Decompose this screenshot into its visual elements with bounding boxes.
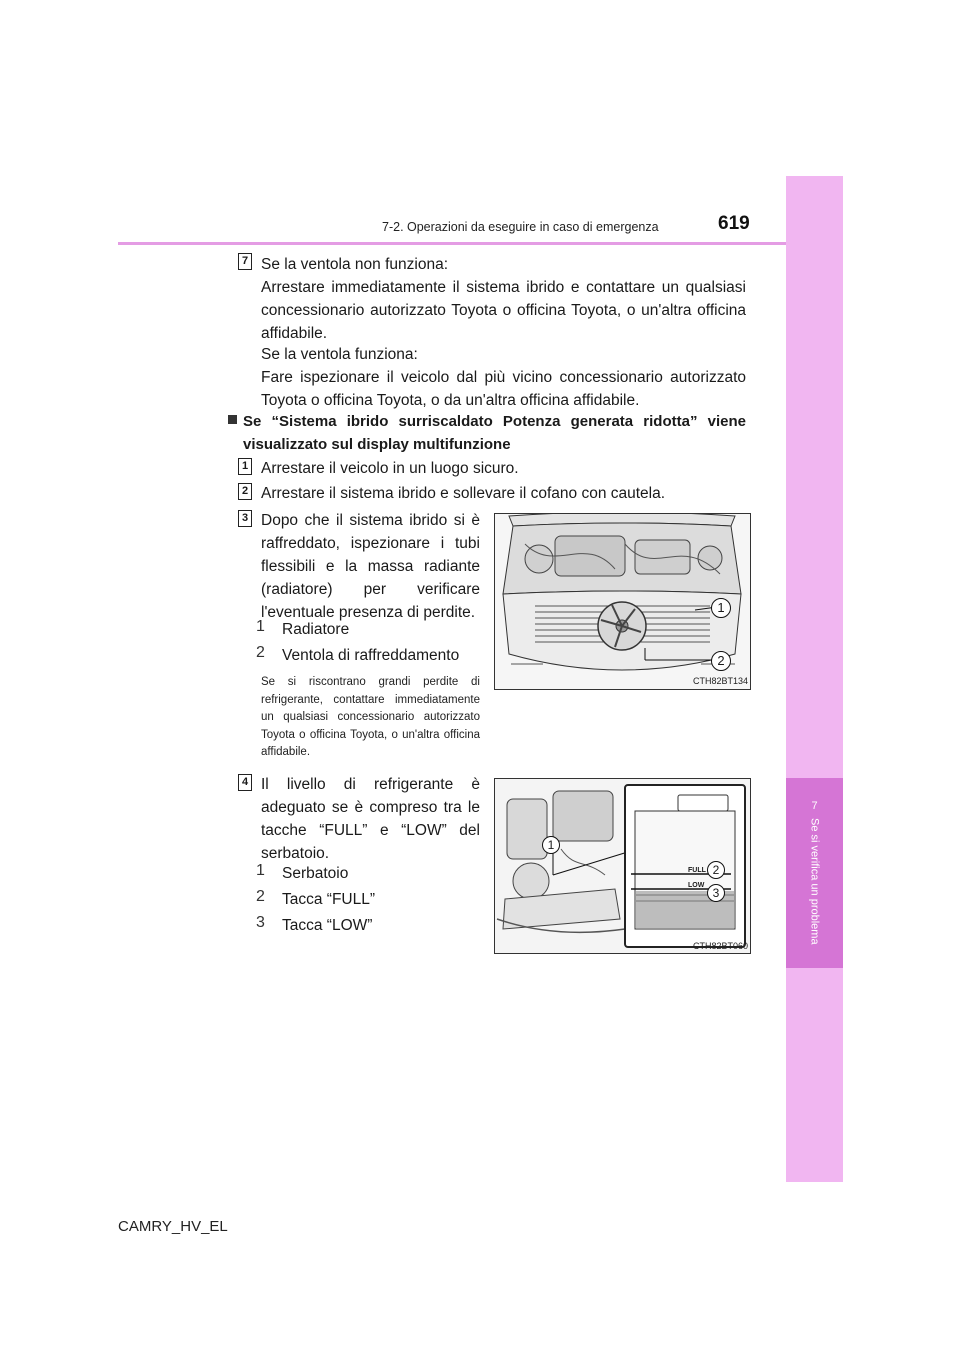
step3-text: Dopo che il sistema ibrido si è raffreddato, ispezionare i tubi flessibili e la massa radiante (radiatore) per verificare l'eventuale presenza di perdite. bbox=[261, 512, 480, 621]
figure-caption: CTH82BT060 bbox=[693, 941, 749, 951]
item-number: 1 bbox=[256, 618, 265, 635]
item-number: 1 bbox=[256, 862, 265, 879]
step7-case2-text: Fare ispezionare il veicolo dal più vicino concessionario autorizzato Toyota o officina Toyota, o da un'altra officina affidabile. bbox=[261, 369, 746, 409]
item-label: Ventola di raffreddamento bbox=[282, 647, 460, 664]
callout-1: 1 bbox=[711, 598, 731, 618]
item-label: Tacca “FULL” bbox=[282, 891, 376, 908]
step-number-box: 4 bbox=[238, 774, 252, 791]
step3-note: Se si riscontrano grandi perdite di refrigerante, contattare immediatamente un qualsiasi concessionario autorizzato Toyota o officina Toyota, o un'altra officina affidabile. bbox=[261, 676, 480, 758]
callout-2: 2 bbox=[707, 861, 725, 879]
step7-case1-label: Se la ventola non funziona: bbox=[261, 256, 448, 273]
full-mark-label: FULL bbox=[688, 867, 706, 874]
item-label: Radiatore bbox=[282, 621, 350, 638]
step1-text: Arrestare il veicolo in un luogo sicuro. bbox=[261, 460, 519, 477]
step-number-box: 3 bbox=[238, 510, 252, 527]
low-mark-label: LOW bbox=[688, 882, 705, 889]
callout-1: 1 bbox=[542, 836, 560, 854]
item-label: Serbatoio bbox=[282, 865, 349, 882]
section-heading: Se “Sistema ibrido surriscaldato Potenza generata ridotta” viene visualizzato sul display multifunzione bbox=[243, 413, 746, 453]
step7-case2-label: Se la ventola funziona: bbox=[261, 346, 418, 363]
step7-case1-text: Arrestare immediatamente il sistema ibrido e contattare un qualsiasi concessionario autorizzato Toyota o officina Toyota, o un'altra officina affidabile. bbox=[261, 279, 746, 342]
coolant-reservoir-figure bbox=[494, 778, 751, 954]
item-number: 3 bbox=[256, 914, 265, 931]
step-number-box: 1 bbox=[238, 458, 252, 475]
step2-text: Arrestare il sistema ibrido e sollevare il cofano con cautela. bbox=[261, 485, 666, 502]
callout-3: 3 bbox=[707, 884, 725, 902]
step-number-box: 2 bbox=[238, 483, 252, 500]
item-label: Tacca “LOW” bbox=[282, 917, 373, 934]
item-number: 2 bbox=[256, 644, 265, 661]
engine-bay-radiator-figure bbox=[494, 513, 751, 690]
page-number: 619 bbox=[718, 213, 750, 234]
callout-2: 2 bbox=[711, 651, 731, 671]
model-code-footer: CAMRY_HV_EL bbox=[118, 1218, 228, 1235]
step4-text: Il livello di refrigerante è adeguato se è compreso tra le tacche “FULL” e “LOW” del serbatoio. bbox=[261, 776, 480, 862]
chapter-number: 7 bbox=[811, 800, 818, 812]
chapter-sidebar bbox=[786, 176, 843, 1182]
header-rule bbox=[118, 242, 786, 245]
section-header: 7-2. Operazioni da eseguire in caso di emergenza bbox=[382, 220, 659, 234]
chapter-title: Se si verifica un problema bbox=[808, 818, 821, 945]
step-number-box: 7 bbox=[238, 253, 252, 270]
figure-caption: CTH82BT134 bbox=[693, 676, 749, 686]
item-number: 2 bbox=[256, 888, 265, 905]
chapter-title-vertical bbox=[786, 818, 843, 978]
section-bullet-square bbox=[228, 415, 237, 424]
